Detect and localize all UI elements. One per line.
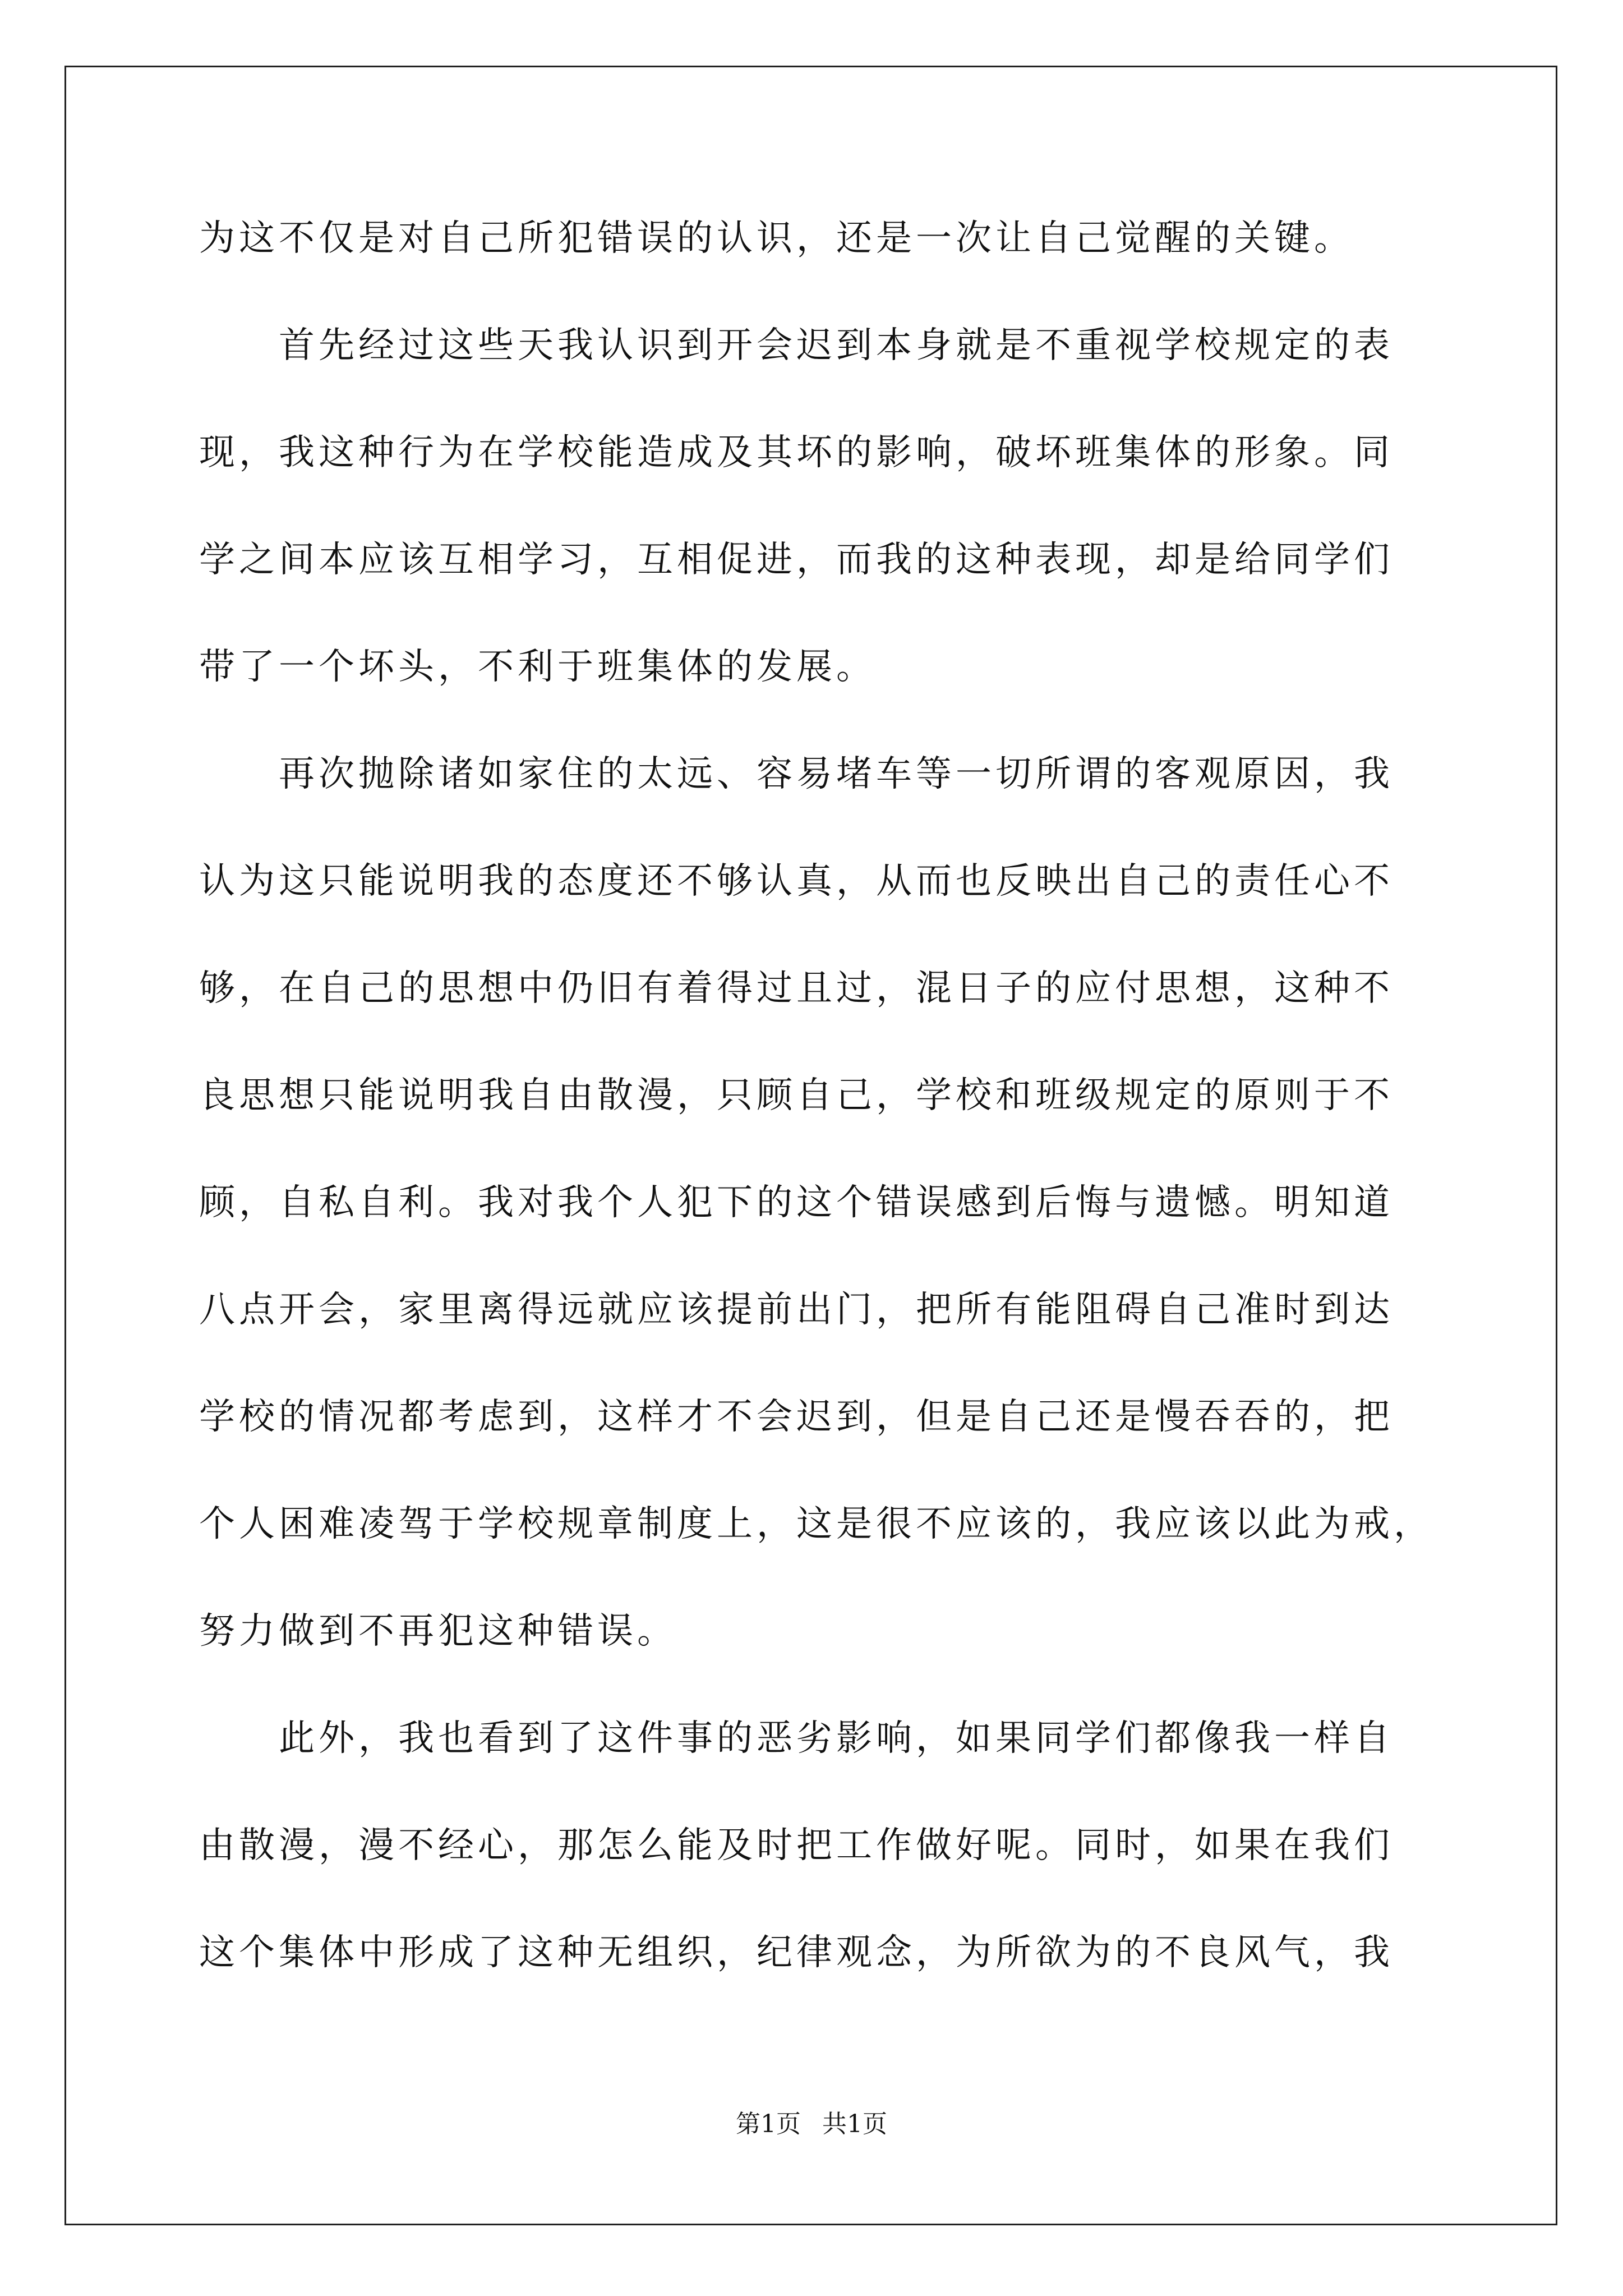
text-line: 良思想只能说明我自由散漫，只顾自己，学校和班级规定的原则于不: [199, 1075, 1394, 1116]
text-line: 努力做到不再犯这种错误。: [199, 1611, 677, 1652]
text-line: 个人困难凌驾于学校规章制度上，这是很不应该的，我应该以此为戒，: [199, 1503, 1433, 1545]
text-line: 学之间本应该互相学习，互相促进，而我的这种表现，却是给同学们: [199, 539, 1394, 581]
current-page-number: 第1页: [736, 2110, 801, 2138]
text-line: 认为这只能说明我的态度还不够认真，从而也反映出自己的责任心不: [199, 861, 1394, 902]
text-line: 再次抛除诸如家住的太远、容易堵车等一切所谓的客观原因，我: [279, 753, 1394, 795]
text-line: 现，我这种行为在学校能造成及其坏的影响，破坏班集体的形象。同: [199, 432, 1394, 473]
document-body: [199, 210, 1472, 2032]
text-line: 八点开会，家里离得远就应该提前出门，把所有能阻碍自己准时到达: [199, 1289, 1394, 1331]
total-page-count: 共1页: [822, 2110, 887, 2138]
text-line: 学校的情况都考虑到，这样才不会迟到，但是自己还是慢吞吞的，把: [199, 1396, 1394, 1438]
page-footer: [0, 2104, 1623, 2139]
text-line: 为这不仅是对自己所犯错误的认识，还是一次让自己觉醒的关键。: [199, 218, 1354, 259]
text-line: 带了一个坏头，不利于班集体的发展。: [199, 646, 876, 688]
text-line: 顾，自私自利。我对我个人犯下的这个错误感到后悔与遗憾。明知道: [199, 1182, 1394, 1223]
text-line: 由散漫，漫不经心，那怎么能及时把工作做好呢。同时，如果在我们: [199, 1825, 1394, 1866]
text-line: 此外，我也看到了这件事的恶劣影响，如果同学们都像我一样自: [279, 1718, 1394, 1759]
text-line: 这个集体中形成了这种无组织，纪律观念，为所欲为的不良风气，我: [199, 1932, 1394, 1973]
text-line: 够，在自己的思想中仍旧有着得过且过，混日子的应付思想，这种不: [199, 968, 1394, 1009]
text-line: 首先经过这些天我认识到开会迟到本身就是不重视学校规定的表: [279, 325, 1394, 366]
